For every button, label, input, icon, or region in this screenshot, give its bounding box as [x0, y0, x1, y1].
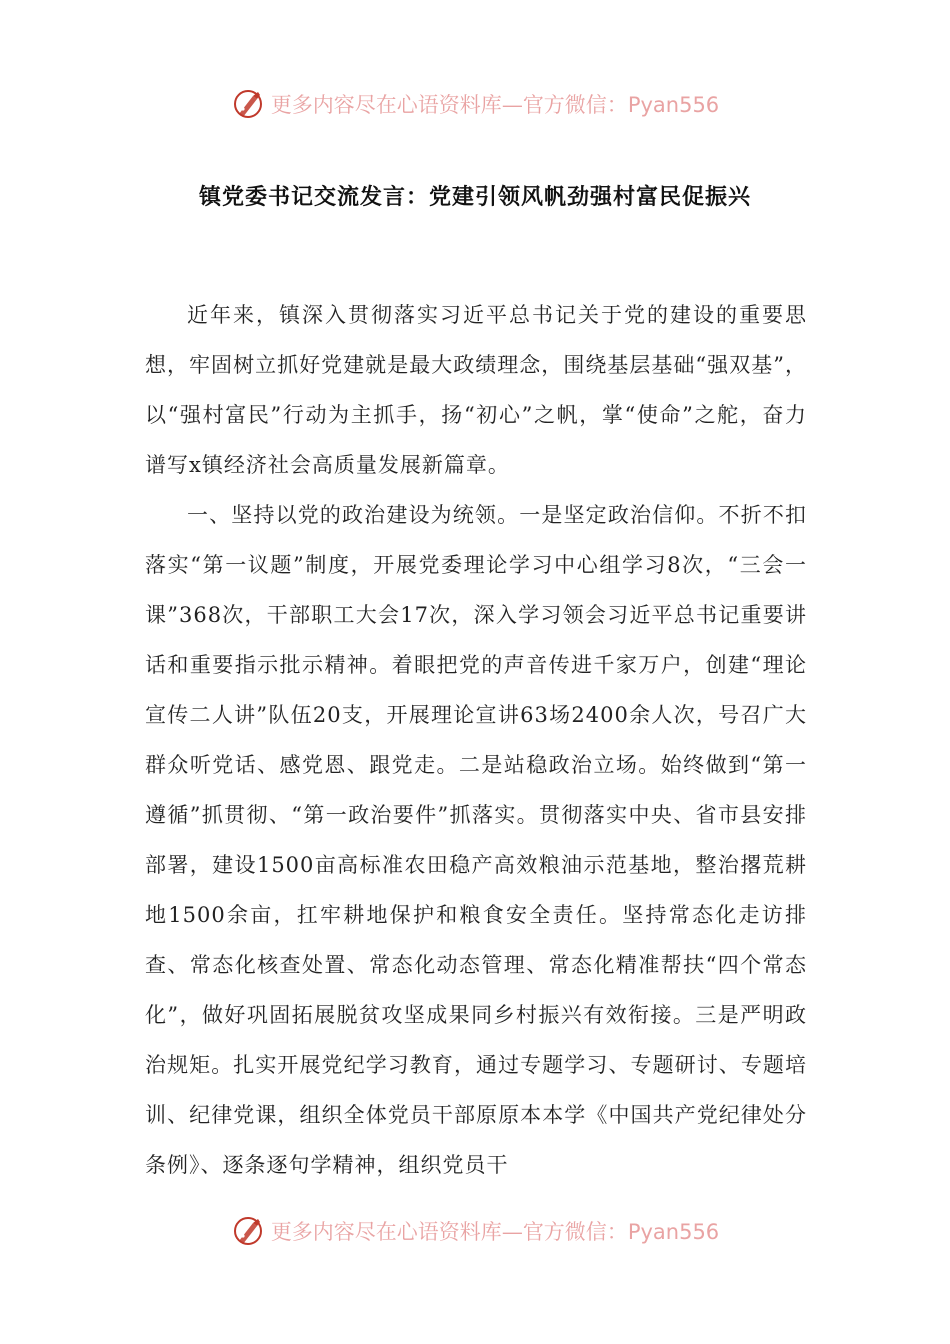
- wechat-id: Pyan556: [627, 1220, 720, 1244]
- paragraph: 一、坚持以党的政治建设为统领。一是坚定政治信仰。不折不扣落实“第一议题”制度，开展党委理论学习中心组学习8次，“三会一课”368次，干部职工大会17次，深入学习领会习近平总书记重要讲话和重要指示批示精神。着眼把党的声音传进千家万户，创建“理论宣传二人讲”队伍20支，开展理论宣讲63场2400余人次，号召广大群众听党话、感党恩、跟党走。二是站稳政治立场。始终做到“第一遵循”抓贯彻、“第一政治要件”抓落实。贯彻落实中央、省市县安排部署，建设1500亩高标准农田稳产高效粮油示范基地，整治撂荒耕地1500余亩，扛牢耕地保护和粮食安全责任。坚持常态化走访排查、常态化核查处置、常态化动态管理、常态化精准帮扶“四个常态化”，做好巩固拓展脱贫攻坚成果同乡村振兴有效衔接。三是严明政治规矩。扎实开展党纪学习教育，通过专题学习、专题研讨、专题培训、纪律党课，组织全体党员干部原原本本学《中国共产党纪律处分条例》、逐条逐句学精神，组织党员干: [145, 503, 807, 1177]
- pen-nib-logo-icon: [231, 87, 265, 121]
- paragraph: 近年来，镇深入贯彻落实习近平总书记关于党的建设的重要思想，牢固树立抓好党建就是最大政绩理念，围绕基层基础“强双基”，以“强村富民”行动为主抓手，扬“初心”之帆，掌“使命”之舵，奋力谱写x镇经济社会高质量发展新篇章。: [145, 303, 807, 477]
- watermark-banner-bottom: [0, 1211, 950, 1251]
- document-title: 镇党委书记交流发言：党建引领风帆劲强村富民促振兴: [198, 185, 751, 210]
- watermark-banner-top: [0, 84, 950, 124]
- watermark-text: 更多内容尽在心语资料库—官方微信：Pyan556: [270, 1220, 720, 1244]
- wechat-id: Pyan556: [627, 93, 720, 117]
- pen-nib-logo-icon: [231, 1214, 265, 1248]
- document-body: [145, 290, 807, 1190]
- watermark-text: 更多内容尽在心语资料库—官方微信：Pyan556: [270, 93, 720, 117]
